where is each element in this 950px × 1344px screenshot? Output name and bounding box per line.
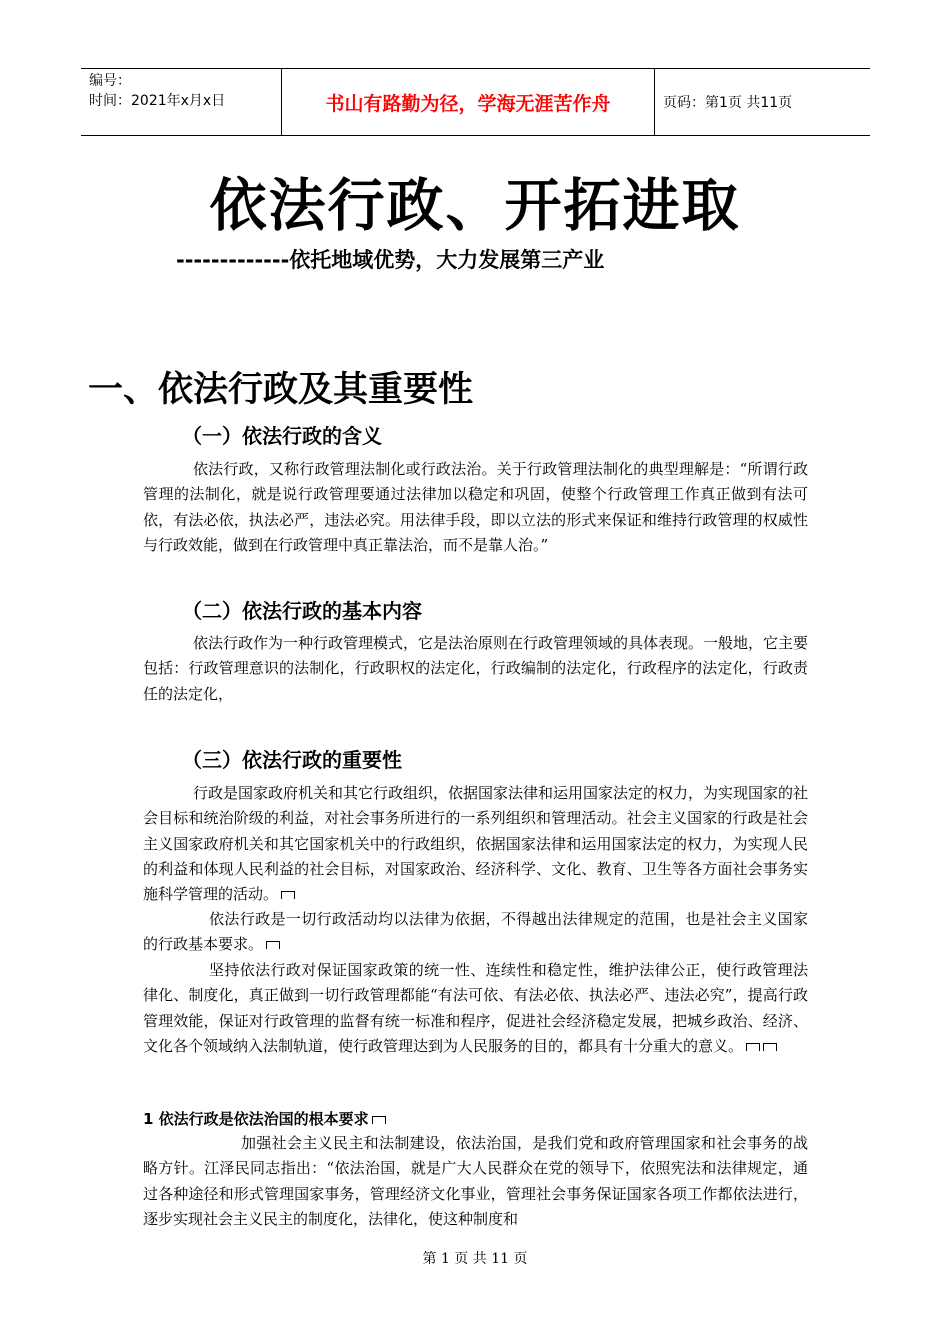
header-table bbox=[81, 68, 870, 136]
footnote-mark bbox=[763, 1043, 777, 1051]
paragraph-meaning: 依法行政，又称行政管理法制化或行政法治。关于行政管理法制化的典型理解是：“所谓行政管理的法制化，就是说行政管理要通过法律加以稳定和巩固，使整个行政管理工作真正做到有法可依，有法必依，执法必严，违法必究。用法律手段，即以立法的形式来保证和维持行政管理的权威性与行政效能，做到在行政管理中真正靠法治，而不是靠人治。” bbox=[143, 460, 808, 554]
header-motto: 书山有路勤为径，学海无涯苦作舟 bbox=[325, 92, 611, 115]
footnote-mark bbox=[746, 1043, 760, 1051]
document-date-label: 时间：2021年x月x日 bbox=[89, 93, 226, 109]
header-page-info: 页码：第1页 共11页 bbox=[663, 95, 793, 111]
header-meta-cell bbox=[81, 69, 281, 135]
document-number-label: 编号： bbox=[89, 73, 131, 89]
footnote-mark bbox=[372, 1116, 386, 1124]
subsection-heading-content: （二）依法行政的基本内容 bbox=[182, 599, 422, 623]
paragraph-importance-3: 坚持依法行政对保证国家政策的统一性、连续性和稳定性，维护法律公正，使行政管理法律化、制度化，真正做到一切行政管理都能“有法可依、有法必依、执法必严、违法必究”，提高行政管理效能，保证对行政管理的监督有统一标准和程序，促进社会经济稳定发展，把城乡政治、经济、文化各个领域纳入法制轨道，使行政管理达到为人民服务的目的，都具有十分重大的意义。 bbox=[143, 961, 808, 1055]
subsection-heading-importance: （三）依法行政的重要性 bbox=[182, 748, 402, 772]
paragraph-content: 依法行政作为一种行政管理模式，它是法治原则在行政管理领域的具体表现。一般地，它主要包括：行政管理意识的法制化，行政职权的法定化，行政编制的法定化，行政程序的法定化，行政责任的法定化， bbox=[143, 634, 809, 703]
item-heading: 1 依法行政是依法治国的根本要求 bbox=[143, 1108, 386, 1129]
section-heading: 一、依法行政及其重要性 bbox=[88, 370, 474, 410]
paragraph-importance-2: 依法行政是一切行政活动均以法律为依据，不得越出法律规定的范围，也是社会主义国家的行政基本要求。 bbox=[143, 910, 808, 954]
footnote-mark bbox=[266, 941, 280, 949]
header-page-cell bbox=[655, 69, 870, 135]
footnote-mark bbox=[281, 891, 295, 899]
document-subtitle: -------------依托地域优势，大力发展第三产业 bbox=[176, 248, 605, 272]
paragraph-importance-1: 行政是国家政府机关和其它行政组织，依据国家法律和运用国家法定的权力，为实现国家的社会目标和统治阶级的利益，对社会事务所进行的一系列组织和管理活动。社会主义国家的行政是社会主义国家政府机关和其它国家机关中的行政组织，依据国家法律和运用国家法定的权力，为实现人民的利益和体现人民利益的社会目标，对国家政治、经济科学、文化、教育、卫生等各方面社会事务实施科学管理的活动。 bbox=[143, 784, 809, 904]
document-title: 依法行政、开拓进取 bbox=[209, 173, 741, 239]
subsection-heading-meaning: （一）依法行政的含义 bbox=[182, 424, 382, 448]
paragraph-item-1: 加强社会主义民主和法制建设，依法治国，是我们党和政府管理国家和社会事务的战略方针。江泽民同志指出：“依法治国，就是广大人民群众在党的领导下，依照宪法和法律规定，通过各种途径和形式管理国家事务，管理经济文化事业，管理社会事务保证国家各项工作都依法进行，逐步实现社会主义民主的制度化，法律化，使这种制度和 bbox=[143, 1134, 808, 1228]
header-motto-cell bbox=[281, 69, 655, 135]
page-footer: 第 1 页 共 11 页 bbox=[422, 1251, 528, 1267]
